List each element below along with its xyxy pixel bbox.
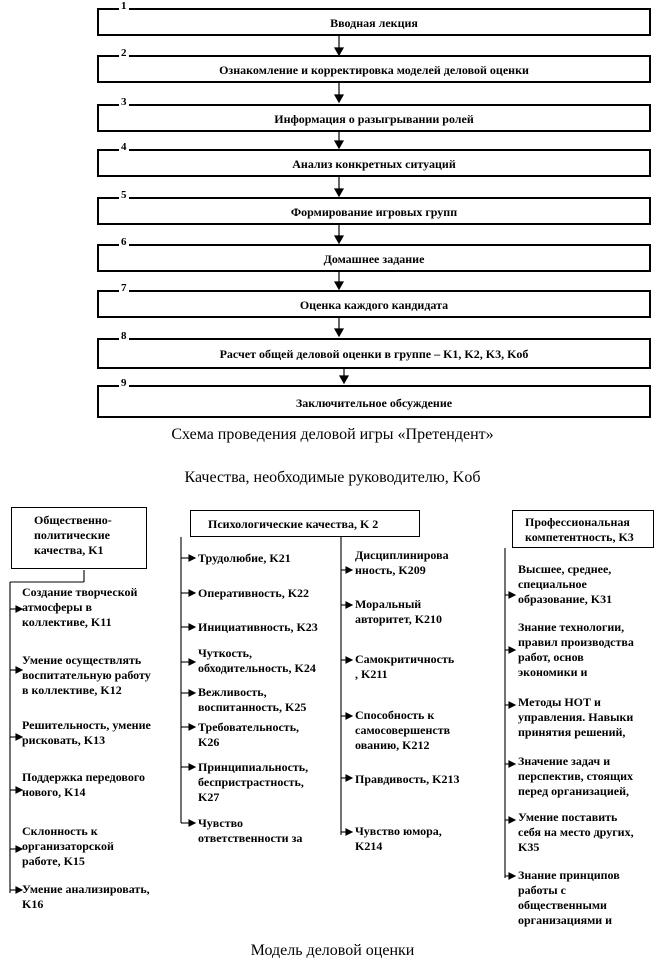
col2-item-k22	[198, 586, 309, 601]
col1-item-k15	[22, 824, 114, 869]
item-line: специальное	[518, 577, 587, 591]
col3-header-line: компетентность, K3	[525, 530, 634, 544]
col1-item-k13	[22, 718, 151, 748]
col1-header-box	[11, 507, 147, 569]
item-line: воспитанность, K25	[198, 700, 307, 714]
item-line: работ, основ	[518, 650, 584, 664]
step-number: 6	[121, 236, 127, 248]
col2-item-k27	[198, 760, 308, 805]
col2-item-k28	[198, 816, 302, 846]
col3-header-box	[512, 510, 654, 548]
item-line: Умение поставить	[518, 810, 618, 824]
step-number: 2	[121, 47, 127, 59]
item-line: рисковать, K13	[22, 733, 106, 747]
item-line: общественными	[518, 898, 607, 912]
item-line: Способность к	[355, 708, 435, 722]
item-line: Знание принципов	[518, 868, 620, 882]
item-line: , K211	[355, 667, 388, 681]
item-line: организациями и	[518, 913, 613, 927]
col1-item-k11	[22, 585, 137, 630]
item-line: образование, K31	[518, 592, 613, 606]
col2-item-k23	[198, 620, 318, 635]
item-line: коллективе, K11	[22, 615, 112, 629]
step-number: 5	[121, 189, 127, 201]
item-line: себя на место других,	[518, 825, 634, 839]
step-number: 4	[121, 141, 127, 153]
item-line: K214	[355, 839, 383, 853]
item-line: Дисциплинирова	[355, 548, 449, 562]
item-line: Чувство	[198, 816, 244, 830]
item-line: Значение задач и	[518, 754, 611, 768]
item-line: работе, K15	[22, 854, 85, 868]
item-line: Инициативность, K23	[198, 620, 318, 634]
col1-header-line: качества, K1	[34, 543, 104, 557]
item-line: Оперативность, K22	[198, 586, 310, 600]
item-line: Чувство юмора,	[355, 824, 442, 838]
col2-header-box	[190, 510, 420, 537]
col3-item-k35	[518, 810, 634, 855]
col2-item-k214	[355, 824, 442, 854]
col2-item-k210	[355, 597, 442, 627]
item-line: Решительность, умение	[22, 718, 151, 732]
step-number: 7	[121, 282, 127, 294]
step-label: Формирование игровых групп	[290, 205, 458, 219]
item-line: ответственности за	[198, 831, 303, 845]
item-line: организаторской	[22, 839, 114, 853]
step-number: 3	[121, 96, 127, 108]
item-line: управления. Навыки	[518, 710, 634, 724]
item-line: воспитательную работу	[22, 668, 151, 682]
step-label: Анализ конкретных ситуаций	[292, 157, 456, 171]
item-line: K27	[198, 790, 220, 804]
col2-item-k212	[355, 708, 450, 753]
item-line: самосовершенств	[355, 723, 451, 737]
step-number: 9	[121, 377, 127, 389]
item-line: Правдивость, K213	[355, 772, 460, 786]
item-line: атмосферы в	[22, 600, 92, 614]
item-line: Умение осуществлять	[22, 653, 142, 667]
col3-item-k33	[518, 695, 633, 740]
step-label: Оценка каждого кандидата	[299, 298, 449, 312]
item-line: Умение анализировать,	[22, 882, 150, 896]
item-line: K16	[22, 897, 44, 911]
item-line: Знание технологии,	[518, 620, 625, 634]
col3-header-line: Профессиональная	[525, 515, 630, 529]
item-line: Чуткость,	[198, 646, 253, 660]
col2-item-k26	[198, 720, 299, 750]
item-line: в коллективе, K12	[22, 683, 122, 697]
col1-header-line: политические	[34, 528, 110, 542]
col3-item-k32	[518, 620, 634, 680]
item-line: экономики и	[518, 665, 588, 679]
item-line: K26	[198, 735, 220, 749]
item-line: Принципиальность,	[198, 760, 309, 774]
step-number: 1	[121, 0, 127, 12]
item-line: Поддержка передового	[22, 770, 145, 784]
col2-item-k21	[198, 551, 291, 566]
col3-item-k34	[518, 754, 633, 799]
item-line: ованию, K212	[355, 738, 430, 752]
item-line: работы с	[518, 883, 566, 897]
item-line: перспектив, стоящих	[518, 769, 634, 783]
col2-header: Психологические качества, K 2	[208, 517, 379, 531]
item-line: нность, K209	[355, 563, 426, 577]
step-label: Заключительное обсуждение	[295, 396, 453, 410]
item-line: Методы НОТ и	[518, 695, 601, 709]
col1-item-k14	[22, 770, 145, 800]
item-line: Создание творческой	[22, 585, 138, 599]
model-caption: Модель деловой оценки	[250, 942, 415, 959]
col1-item-k12	[22, 653, 151, 698]
step-label: Вводная лекция	[330, 16, 418, 30]
col1-item-k16	[22, 882, 150, 912]
item-line: правил производства	[518, 635, 634, 649]
step-label: Ознакомление и корректировка моделей деловой оценки	[219, 63, 529, 77]
col2-item-k213	[355, 772, 459, 787]
item-line: обходительность, K24	[198, 661, 316, 675]
item-line: Самокритичность	[355, 652, 455, 666]
col1-header-line: Общественно-	[34, 513, 112, 527]
item-line: K35	[518, 840, 540, 854]
model-title: Качества, необходимые руководителю, Kоб	[184, 469, 481, 486]
item-line: Высшее, среднее,	[518, 562, 612, 576]
col3-item-k31	[518, 562, 612, 607]
item-line: Склонность к	[22, 824, 98, 838]
item-line: Моральный	[355, 597, 422, 611]
col2-item-k211	[355, 652, 454, 682]
col2-item-k24	[198, 646, 316, 676]
step-label: Расчет общей деловой оценки в группе – K1, K2, K3, Kоб	[219, 347, 529, 361]
item-line: перед организацией,	[518, 784, 629, 798]
item-line: беспристрастность,	[198, 775, 304, 789]
step-label: Информация о разыгрывании ролей	[274, 112, 474, 126]
step-number: 8	[121, 330, 127, 342]
item-line: авторитет, K210	[355, 612, 443, 626]
col2-item-k25	[198, 685, 306, 715]
item-line: принятия решений,	[518, 725, 626, 739]
col3-item-k36	[518, 868, 620, 934]
item-line: Требовательность,	[198, 720, 300, 734]
step-label: Домашнее задание	[323, 252, 425, 266]
item-line: нового, K14	[22, 785, 86, 799]
item-line: Трудолюбие, K21	[198, 551, 291, 565]
item-line: Вежливость,	[198, 685, 267, 699]
col2-item-k209	[355, 548, 449, 578]
flow-caption: Схема проведения деловой игры «Претендент»	[171, 426, 494, 443]
